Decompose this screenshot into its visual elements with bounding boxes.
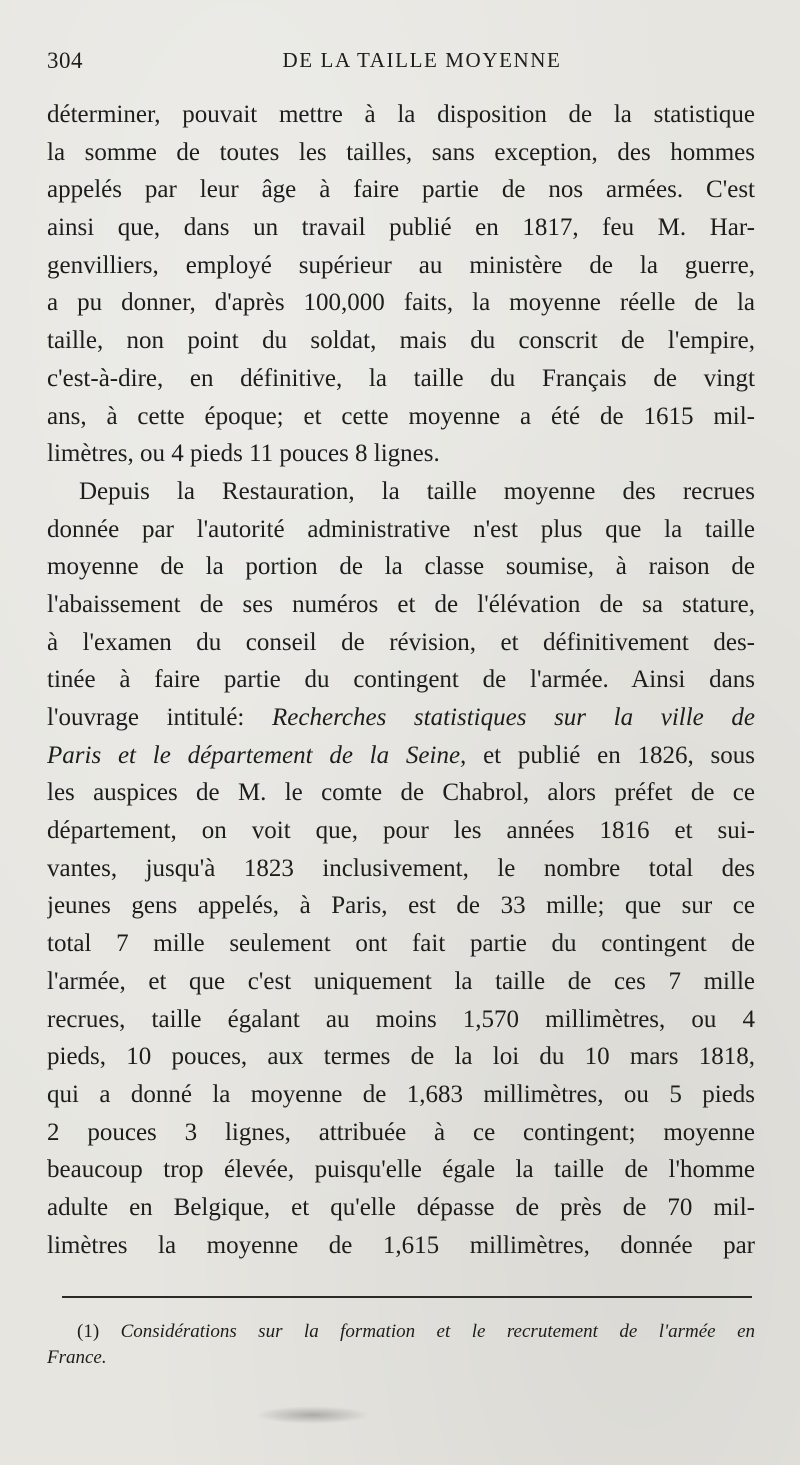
text-line: tinée à faire partie du contingent de l'armée. Ainsi dans — [47, 666, 755, 694]
text-line: a pu donner, d'après 100,000 faits, la moyenne réelle de la — [47, 289, 755, 317]
body-text — [47, 96, 755, 1264]
running-head — [47, 48, 757, 78]
text-line: limètres, ou 4 pieds 11 pouces 8 lignes. — [47, 440, 440, 468]
text-line: 2 pouces 3 lignes, attribuée à ce contingent; moyenne — [47, 1118, 755, 1146]
text-line: total 7 mille seulement ont fait partie du contingent de — [47, 930, 755, 958]
text-line: la somme de toutes les tailles, sans exception, des hommes — [47, 138, 755, 166]
text-line: ans, à cette époque; et cette moyenne a été de 1615 mil- — [47, 402, 755, 430]
text-line: beaucoup trop élevée, puisqu'elle égale la taille de l'homme — [47, 1156, 755, 1184]
ink-smudge — [255, 1406, 370, 1424]
book-title-italic: Paris et le département de la Seine, — [47, 741, 467, 769]
footnote-marker: (1) — [77, 1321, 121, 1342]
text-line: genvilliers, employé supérieur au ministère de la guerre, — [47, 251, 755, 279]
text-fragment: et publié en 1826, sous — [466, 741, 755, 769]
text-line: donnée par l'autorité administrative n'est plus que la taille — [47, 515, 755, 543]
text-line: adulte en Belgique, et qu'elle dépasse de près de 70 mil- — [47, 1193, 755, 1221]
footnote-line — [47, 1319, 755, 1345]
text-line: taille, non point du soldat, mais du conscrit de l'empire, — [47, 327, 755, 355]
footnote-divider — [62, 1296, 752, 1298]
text-line: c'est-à-dire, en définitive, la taille du Français de vingt — [47, 364, 755, 392]
text-line: recrues, taille égalant au moins 1,570 millimètres, ou 4 — [47, 1005, 755, 1033]
text-line: l'abaissement de ses numéros et de l'élévation de sa stature, — [47, 590, 755, 618]
footnote-title: Considérations sur la formation et le recrutement de l'armée en — [120, 1321, 755, 1342]
text-line-with-title — [47, 737, 755, 775]
text-line: Depuis la Restauration, la taille moyenne des recrues — [79, 477, 755, 505]
text-line: pieds, 10 pouces, aux termes de la loi du 10 mars 1818, — [47, 1043, 755, 1071]
text-line: appelés par leur âge à faire partie de nos armées. C'est — [47, 176, 755, 204]
footnote — [47, 1319, 755, 1371]
text-line: l'armée, et que c'est uniquement la taille de ces 7 mille — [47, 967, 755, 995]
text-line: déterminer, pouvait mettre à la disposition de la statistique — [47, 101, 755, 128]
page-number: 304 — [47, 48, 83, 73]
running-title: DE LA TAILLE MOYENNE — [282, 48, 562, 72]
text-line: les auspices de M. le comte de Chabrol, alors préfet de ce — [47, 779, 755, 807]
text-line-with-title — [47, 699, 755, 737]
text-line: ainsi que, dans un travail publié en 1817, feu M. Har- — [47, 214, 755, 242]
text-line: qui a donné la moyenne de 1,683 millimètres, ou 5 pieds — [47, 1080, 755, 1108]
text-line: département, on voit que, pour les années 1816 et sui- — [47, 817, 755, 845]
text-line: limètres la moyenne de 1,615 millimètres, donnée par — [47, 1231, 755, 1259]
text-line: vantes, jusqu'à 1823 inclusivement, le nombre total des — [47, 854, 755, 882]
text-line: moyenne de la portion de la classe soumise, à raison de — [47, 553, 755, 581]
text-line: à l'examen du conseil de révision, et définitivement des- — [47, 628, 755, 656]
footnote-title-end: France. — [47, 1347, 107, 1368]
text-fragment: l'ouvrage intitulé: — [47, 704, 273, 731]
footnote-line — [47, 1345, 755, 1371]
book-title-italic: Recherches statistiques sur la ville de — [272, 704, 755, 731]
text-line: jeunes gens appelés, à Paris, est de 33 mille; que sur ce — [47, 892, 755, 920]
